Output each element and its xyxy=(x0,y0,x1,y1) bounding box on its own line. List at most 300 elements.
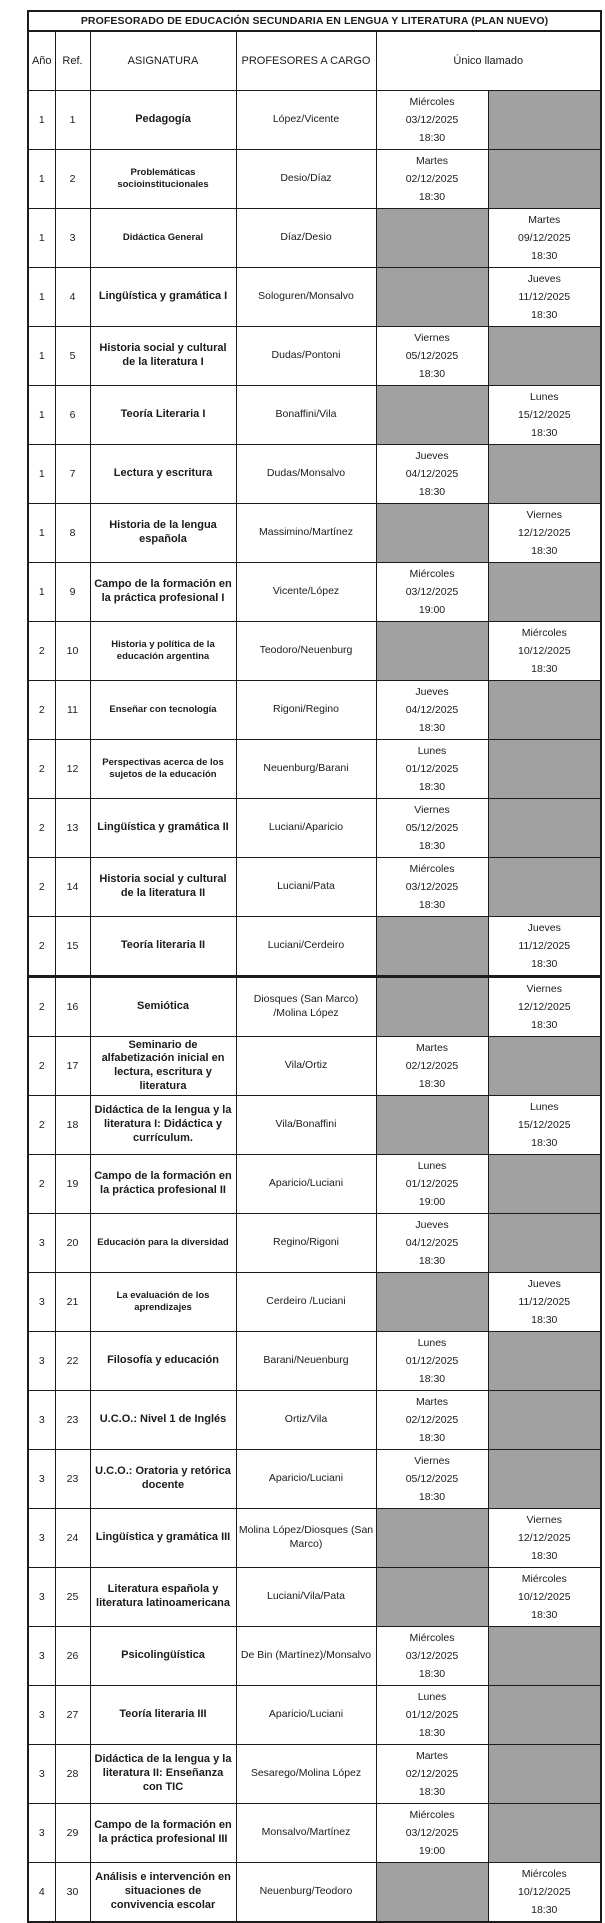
exam-date: 04/12/2025 xyxy=(405,704,459,716)
year-cell: 4 xyxy=(28,1863,55,1923)
year-cell: 2 xyxy=(28,917,55,977)
exam-time: 18:30 xyxy=(418,1373,446,1385)
exam-date: 10/12/2025 xyxy=(517,1886,571,1898)
ref-cell: 24 xyxy=(55,1509,90,1568)
exam-date: 05/12/2025 xyxy=(405,822,459,834)
professors-cell: Ortiz/Vila xyxy=(236,1391,376,1450)
shaded-cell xyxy=(488,1037,601,1096)
exam-day: Lunes xyxy=(417,1691,447,1703)
subject-cell: Campo de la formación en la práctica profesional I xyxy=(90,563,236,622)
exam-day: Viernes xyxy=(526,1514,562,1526)
shaded-cell xyxy=(376,917,488,977)
subject-cell: Historia social y cultural de la literatura I xyxy=(90,327,236,386)
exam-slot-cell xyxy=(488,504,601,563)
shaded-cell xyxy=(488,91,601,150)
professors-cell: Barani/Neuenburg xyxy=(236,1332,376,1391)
exam-time: 18:30 xyxy=(418,899,446,911)
year-cell: 2 xyxy=(28,1155,55,1214)
shaded-cell xyxy=(488,1804,601,1863)
exam-date: 03/12/2025 xyxy=(405,1650,459,1662)
year-cell: 2 xyxy=(28,858,55,917)
exam-day: Jueves xyxy=(415,686,449,698)
exam-slot-cell xyxy=(376,740,488,799)
table-row xyxy=(28,91,601,150)
exam-time: 18:30 xyxy=(531,1550,558,1562)
table-row xyxy=(28,386,601,445)
table-row xyxy=(28,977,601,1037)
exam-day: Lunes xyxy=(417,745,447,757)
subject-cell: Campo de la formación en la práctica profesional II xyxy=(90,1155,236,1214)
exam-day: Miércoles xyxy=(409,1632,455,1644)
exam-time: 18:30 xyxy=(531,1609,558,1621)
professors-cell: Luciani/Aparicio xyxy=(236,799,376,858)
shaded-cell xyxy=(376,504,488,563)
shaded-cell xyxy=(488,150,601,209)
subject-cell: Didáctica de la lengua y la literatura II: Enseñanza con TIC xyxy=(90,1745,236,1804)
exam-day: Miércoles xyxy=(409,568,455,580)
subject-cell: Lingüística y gramática I xyxy=(90,268,236,327)
ref-cell: 15 xyxy=(55,917,90,977)
shaded-cell xyxy=(488,740,601,799)
subject-cell: Perspectivas acerca de los sujetos de la educación xyxy=(90,740,236,799)
exam-slot-cell xyxy=(376,1332,488,1391)
table-row xyxy=(28,1804,601,1863)
exam-day: Jueves xyxy=(527,922,561,934)
ref-cell: 14 xyxy=(55,858,90,917)
exam-day: Jueves xyxy=(527,273,561,285)
table-row xyxy=(28,209,601,268)
table-row xyxy=(28,268,601,327)
exam-slot-cell xyxy=(488,1273,601,1332)
shaded-cell xyxy=(376,386,488,445)
professors-cell: Monsalvo/Martínez xyxy=(236,1804,376,1863)
exam-slot-cell xyxy=(376,1037,488,1096)
exam-time: 18:30 xyxy=(418,1668,446,1680)
table-row xyxy=(28,1332,601,1391)
exam-date: 01/12/2025 xyxy=(405,1709,459,1721)
exam-date: 03/12/2025 xyxy=(405,881,459,893)
subject-cell: U.C.O.: Nivel 1 de Inglés xyxy=(90,1391,236,1450)
table-row xyxy=(28,1509,601,1568)
subject-cell: Análisis e intervención en situaciones de convivencia escolar xyxy=(90,1863,236,1923)
exam-slot-cell xyxy=(488,1096,601,1155)
exam-day: Martes xyxy=(415,1042,449,1054)
ref-cell: 1 xyxy=(55,91,90,150)
subject-cell: Campo de la formación en la práctica profesional III xyxy=(90,1804,236,1863)
ref-cell: 13 xyxy=(55,799,90,858)
exam-day: Miércoles xyxy=(409,96,455,108)
year-cell: 1 xyxy=(28,504,55,563)
shaded-cell xyxy=(488,1391,601,1450)
exam-time: 18:30 xyxy=(531,1314,558,1326)
ref-cell: 22 xyxy=(55,1332,90,1391)
exam-day: Viernes xyxy=(414,1455,450,1467)
table-row xyxy=(28,1450,601,1509)
exam-date: 10/12/2025 xyxy=(517,645,571,657)
exam-time: 18:30 xyxy=(418,1786,446,1798)
exam-slot-cell xyxy=(488,917,601,977)
exam-day: Jueves xyxy=(415,450,449,462)
exam-day: Martes xyxy=(528,214,561,226)
professors-cell: López/Vicente xyxy=(236,91,376,150)
exam-day: Lunes xyxy=(417,1337,447,1349)
table-title-row xyxy=(28,11,601,31)
subject-cell: Literatura española y literatura latinoamericana xyxy=(90,1568,236,1627)
exam-date: 01/12/2025 xyxy=(405,1355,459,1367)
exam-time: 19:00 xyxy=(418,1196,446,1208)
ref-cell: 17 xyxy=(55,1037,90,1096)
professors-cell: Luciani/Pata xyxy=(236,858,376,917)
shaded-cell xyxy=(488,1332,601,1391)
exam-date: 02/12/2025 xyxy=(405,173,459,185)
exam-slot-cell xyxy=(376,91,488,150)
professors-cell: Bonaffini/Vila xyxy=(236,386,376,445)
shaded-cell xyxy=(376,1568,488,1627)
exam-time: 18:30 xyxy=(418,368,446,380)
shaded-cell xyxy=(488,1627,601,1686)
exam-day: Viernes xyxy=(414,332,450,344)
subject-cell: Psicolingüística xyxy=(90,1627,236,1686)
exam-time: 18:30 xyxy=(418,1727,446,1739)
exam-date: 11/12/2025 xyxy=(518,940,571,952)
exam-time: 18:30 xyxy=(418,132,446,144)
table-row xyxy=(28,1627,601,1686)
exam-date: 01/12/2025 xyxy=(405,1178,459,1190)
exam-time: 18:30 xyxy=(531,1137,558,1149)
year-cell: 2 xyxy=(28,1096,55,1155)
shaded-cell xyxy=(376,977,488,1037)
professors-cell: Dudas/Pontoni xyxy=(236,327,376,386)
exam-slot-cell xyxy=(488,386,601,445)
exam-time: 18:30 xyxy=(531,309,558,321)
table-row xyxy=(28,917,601,977)
table-row xyxy=(28,1096,601,1155)
ref-cell: 9 xyxy=(55,563,90,622)
exam-slot-cell xyxy=(488,1863,601,1923)
year-cell: 1 xyxy=(28,209,55,268)
exam-date: 03/12/2025 xyxy=(405,586,459,598)
table-title: PROFESORADO DE EDUCACIÓN SECUNDARIA EN LENGUA Y LITERATURA (PLAN NUEVO) xyxy=(28,11,601,31)
exam-day: Martes xyxy=(415,155,449,167)
professors-cell: Dudas/Monsalvo xyxy=(236,445,376,504)
subject-cell: U.C.O.: Oratoria y retórica docente xyxy=(90,1450,236,1509)
year-cell: 2 xyxy=(28,740,55,799)
professors-cell: Vila/Bonaffini xyxy=(236,1096,376,1155)
subject-cell: Lingüística y gramática III xyxy=(90,1509,236,1568)
shaded-cell xyxy=(376,268,488,327)
column-header-row xyxy=(28,31,601,91)
ref-cell: 3 xyxy=(55,209,90,268)
professors-cell: Regino/Rigoni xyxy=(236,1214,376,1273)
exam-slot-cell xyxy=(376,445,488,504)
exam-time: 18:30 xyxy=(418,840,446,852)
exam-day: Jueves xyxy=(527,1278,561,1290)
professors-cell: Sesarego/Molina López xyxy=(236,1745,376,1804)
exam-day: Viernes xyxy=(414,804,450,816)
exam-slot-cell xyxy=(376,1804,488,1863)
exam-time: 18:30 xyxy=(531,1904,558,1916)
exam-date: 02/12/2025 xyxy=(405,1414,459,1426)
exam-slot-cell xyxy=(376,799,488,858)
professors-cell: De Bin (Martínez)/Monsalvo xyxy=(236,1627,376,1686)
exam-time: 18:30 xyxy=(418,1078,446,1090)
professors-cell: Neuenburg/Barani xyxy=(236,740,376,799)
exam-date: 11/12/2025 xyxy=(518,1296,571,1308)
ref-cell: 28 xyxy=(55,1745,90,1804)
professors-cell: Neuenburg/Teodoro xyxy=(236,1863,376,1923)
shaded-cell xyxy=(488,563,601,622)
professors-cell: Teodoro/Neuenburg xyxy=(236,622,376,681)
subject-cell: Problemáticas socioinstitucionales xyxy=(90,150,236,209)
subject-cell: Educación para la diversidad xyxy=(90,1214,236,1273)
table-row xyxy=(28,740,601,799)
exam-slot-cell xyxy=(488,268,601,327)
table-row xyxy=(28,1391,601,1450)
ref-cell: 11 xyxy=(55,681,90,740)
professors-cell: Diosques (San Marco) /Molina López xyxy=(236,977,376,1037)
year-cell: 3 xyxy=(28,1391,55,1450)
exam-time: 18:30 xyxy=(531,545,558,557)
exam-slot-cell xyxy=(376,1745,488,1804)
exam-time: 18:30 xyxy=(531,663,558,675)
subject-cell: Didáctica General xyxy=(90,209,236,268)
exam-time: 18:30 xyxy=(531,1019,558,1031)
exam-date: 12/12/2025 xyxy=(517,527,571,539)
ref-cell: 16 xyxy=(55,977,90,1037)
professors-cell: Desio/Díaz xyxy=(236,150,376,209)
exam-time: 19:00 xyxy=(418,604,446,616)
subject-cell: Semiótica xyxy=(90,977,236,1037)
professors-cell: Vila/Ortiz xyxy=(236,1037,376,1096)
table-row xyxy=(28,1214,601,1273)
exam-day: Miércoles xyxy=(409,863,455,875)
shaded-cell xyxy=(488,858,601,917)
exam-day: Viernes xyxy=(526,509,562,521)
subject-cell: Teoría Literaria I xyxy=(90,386,236,445)
table-row xyxy=(28,1745,601,1804)
year-cell: 3 xyxy=(28,1273,55,1332)
professors-cell: Vicente/López xyxy=(236,563,376,622)
table-row xyxy=(28,563,601,622)
exam-slot-cell xyxy=(376,1155,488,1214)
professors-cell: Aparicio/Luciani xyxy=(236,1686,376,1745)
ref-cell: 20 xyxy=(55,1214,90,1273)
year-cell: 3 xyxy=(28,1509,55,1568)
exam-day: Martes xyxy=(415,1396,449,1408)
exam-date: 04/12/2025 xyxy=(405,1237,459,1249)
table-row xyxy=(28,1273,601,1332)
ref-cell: 10 xyxy=(55,622,90,681)
year-cell: 2 xyxy=(28,622,55,681)
year-cell: 3 xyxy=(28,1568,55,1627)
exam-day: Miércoles xyxy=(521,1868,567,1880)
shaded-cell xyxy=(488,1155,601,1214)
exam-date: 11/12/2025 xyxy=(518,291,571,303)
subject-cell: Historia social y cultural de la literatura II xyxy=(90,858,236,917)
shaded-cell xyxy=(488,445,601,504)
exam-day: Lunes xyxy=(417,1160,447,1172)
exam-slot-cell xyxy=(488,1568,601,1627)
column-header-profesores: PROFESORES A CARGO xyxy=(236,31,376,91)
exam-date: 05/12/2025 xyxy=(405,1473,459,1485)
exam-day: Lunes xyxy=(529,1101,559,1113)
exam-slot-cell xyxy=(376,1686,488,1745)
table-row xyxy=(28,1568,601,1627)
exam-date: 03/12/2025 xyxy=(405,114,459,126)
year-cell: 1 xyxy=(28,268,55,327)
exam-slot-cell xyxy=(376,858,488,917)
table-row xyxy=(28,622,601,681)
table-row xyxy=(28,150,601,209)
year-cell: 3 xyxy=(28,1450,55,1509)
exam-day: Martes xyxy=(415,1750,449,1762)
column-header-llamado: Único llamado xyxy=(376,31,601,91)
exam-time: 18:30 xyxy=(418,191,446,203)
exam-day: Jueves xyxy=(415,1219,449,1231)
year-cell: 3 xyxy=(28,1686,55,1745)
subject-cell: Filosofía y educación xyxy=(90,1332,236,1391)
year-cell: 1 xyxy=(28,563,55,622)
exam-date: 10/12/2025 xyxy=(517,1591,571,1603)
exam-slot-cell xyxy=(488,209,601,268)
exam-schedule-table xyxy=(27,10,602,1923)
ref-cell: 21 xyxy=(55,1273,90,1332)
ref-cell: 5 xyxy=(55,327,90,386)
exam-day: Lunes xyxy=(529,391,559,403)
exam-day: Miércoles xyxy=(521,627,567,639)
ref-cell: 18 xyxy=(55,1096,90,1155)
exam-day: Miércoles xyxy=(409,1809,455,1821)
table-row xyxy=(28,858,601,917)
exam-day: Miércoles xyxy=(521,1573,567,1585)
exam-slot-cell xyxy=(376,150,488,209)
shaded-cell xyxy=(488,1450,601,1509)
ref-cell: 6 xyxy=(55,386,90,445)
exam-slot-cell xyxy=(376,1214,488,1273)
shaded-cell xyxy=(488,327,601,386)
shaded-cell xyxy=(488,1686,601,1745)
ref-cell: 26 xyxy=(55,1627,90,1686)
subject-cell: Enseñar con tecnología xyxy=(90,681,236,740)
year-cell: 3 xyxy=(28,1332,55,1391)
year-cell: 3 xyxy=(28,1745,55,1804)
exam-day: Viernes xyxy=(526,983,562,995)
exam-slot-cell xyxy=(488,622,601,681)
table-row xyxy=(28,1863,601,1923)
column-header-anio: Año xyxy=(28,31,55,91)
ref-cell: 27 xyxy=(55,1686,90,1745)
professors-cell: Rigoni/Regino xyxy=(236,681,376,740)
ref-cell: 4 xyxy=(55,268,90,327)
shaded-cell xyxy=(376,1509,488,1568)
exam-time: 19:00 xyxy=(418,1845,446,1857)
table-row xyxy=(28,799,601,858)
professors-cell: Aparicio/Luciani xyxy=(236,1155,376,1214)
exam-date: 15/12/2025 xyxy=(517,1119,571,1131)
year-cell: 1 xyxy=(28,327,55,386)
exam-time: 18:30 xyxy=(531,250,558,262)
table-row xyxy=(28,445,601,504)
exam-date: 12/12/2025 xyxy=(517,1001,571,1013)
ref-cell: 23 xyxy=(55,1391,90,1450)
subject-cell: Historia de la lengua española xyxy=(90,504,236,563)
year-cell: 3 xyxy=(28,1804,55,1863)
table-row xyxy=(28,1686,601,1745)
shaded-cell xyxy=(488,1745,601,1804)
exam-slot-cell xyxy=(376,1627,488,1686)
subject-cell: Lingüística y gramática II xyxy=(90,799,236,858)
subject-cell: Pedagogía xyxy=(90,91,236,150)
professors-cell: Luciani/Vila/Pata xyxy=(236,1568,376,1627)
year-cell: 2 xyxy=(28,799,55,858)
exam-date: 04/12/2025 xyxy=(405,468,459,480)
ref-cell: 29 xyxy=(55,1804,90,1863)
year-cell: 2 xyxy=(28,977,55,1037)
subject-cell: Historia y política de la educación argentina xyxy=(90,622,236,681)
exam-slot-cell xyxy=(376,1391,488,1450)
ref-cell: 12 xyxy=(55,740,90,799)
year-cell: 2 xyxy=(28,681,55,740)
exam-time: 18:30 xyxy=(418,486,446,498)
ref-cell: 7 xyxy=(55,445,90,504)
shaded-cell xyxy=(488,1214,601,1273)
exam-time: 18:30 xyxy=(418,1255,446,1267)
exam-slot-cell xyxy=(376,1450,488,1509)
year-cell: 3 xyxy=(28,1627,55,1686)
year-cell: 1 xyxy=(28,91,55,150)
year-cell: 2 xyxy=(28,1037,55,1096)
shaded-cell xyxy=(376,622,488,681)
shaded-cell xyxy=(376,209,488,268)
exam-date: 15/12/2025 xyxy=(517,409,571,421)
ref-cell: 2 xyxy=(55,150,90,209)
shaded-cell xyxy=(376,1863,488,1923)
exam-date: 12/12/2025 xyxy=(517,1532,571,1544)
exam-date: 09/12/2025 xyxy=(517,232,571,244)
exam-slot-cell xyxy=(376,327,488,386)
subject-cell: Teoría literaria II xyxy=(90,917,236,977)
professors-cell: Luciani/Cerdeiro xyxy=(236,917,376,977)
exam-date: 02/12/2025 xyxy=(405,1060,459,1072)
column-header-ref: Ref. xyxy=(55,31,90,91)
year-cell: 1 xyxy=(28,445,55,504)
exam-date: 05/12/2025 xyxy=(405,350,459,362)
professors-cell: Sologuren/Monsalvo xyxy=(236,268,376,327)
ref-cell: 30 xyxy=(55,1863,90,1923)
subject-cell: Teoría literaria III xyxy=(90,1686,236,1745)
exam-time: 18:30 xyxy=(531,958,558,970)
year-cell: 1 xyxy=(28,150,55,209)
subject-cell: Seminario de alfabetización inicial en lectura, escritura y literatura xyxy=(90,1037,236,1096)
column-header-asignatura: ASIGNATURA xyxy=(90,31,236,91)
shaded-cell xyxy=(376,1273,488,1332)
table-row xyxy=(28,327,601,386)
professors-cell: Díaz/Desio xyxy=(236,209,376,268)
table-row xyxy=(28,1037,601,1096)
exam-time: 18:30 xyxy=(418,722,446,734)
ref-cell: 25 xyxy=(55,1568,90,1627)
exam-time: 18:30 xyxy=(418,781,446,793)
exam-date: 03/12/2025 xyxy=(405,1827,459,1839)
exam-slot-cell xyxy=(376,681,488,740)
exam-date: 02/12/2025 xyxy=(405,1768,459,1780)
table-row xyxy=(28,1155,601,1214)
table-row xyxy=(28,504,601,563)
schedule-table-body xyxy=(28,91,601,1923)
subject-cell: La evaluación de los aprendizajes xyxy=(90,1273,236,1332)
professors-cell: Massimino/Martínez xyxy=(236,504,376,563)
year-cell: 1 xyxy=(28,386,55,445)
